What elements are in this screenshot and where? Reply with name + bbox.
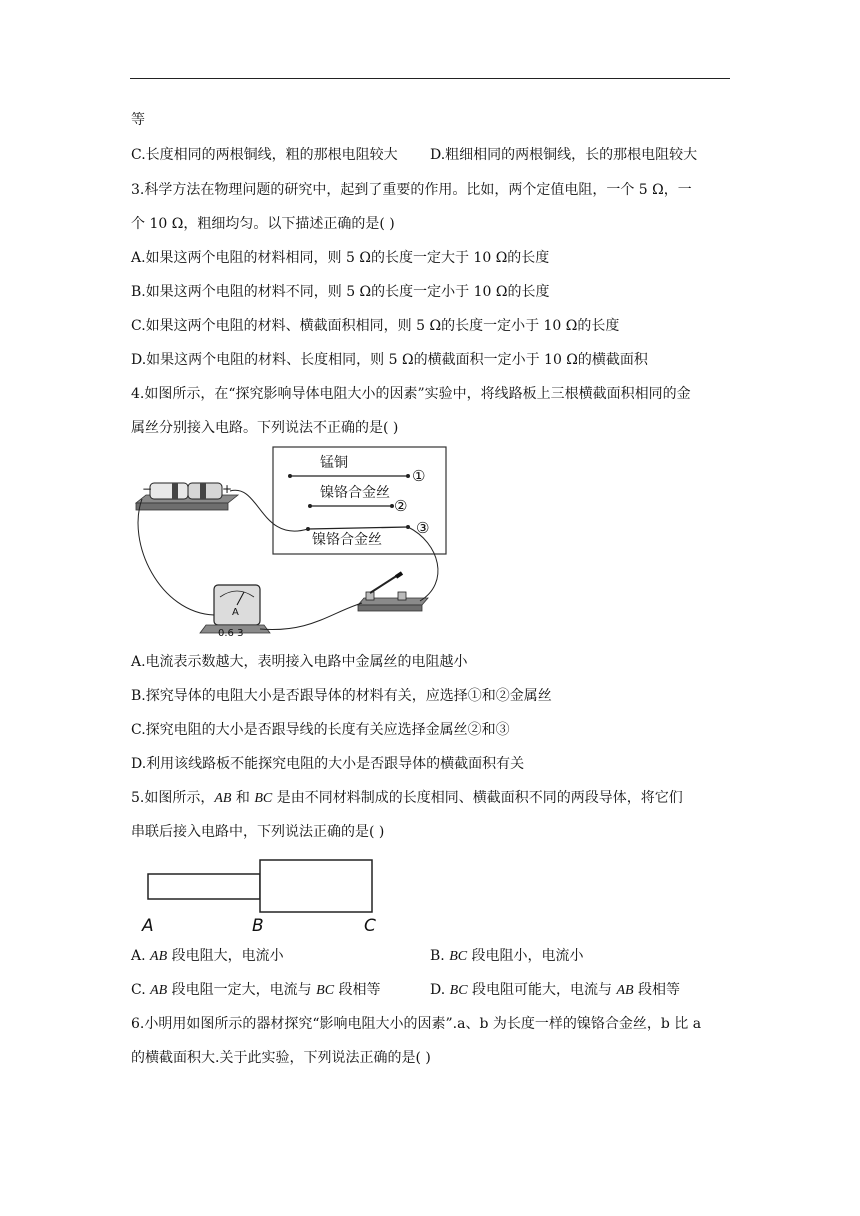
switch-post — [366, 592, 374, 600]
ammeter-terminals: 0.6 3 — [218, 628, 244, 639]
battery-plus-label: + — [222, 482, 233, 496]
q4-option-b: B.探究导体的电阻大小是否跟导体的材料有关，应选择①和②金属丝 — [131, 688, 552, 704]
text-line: 等 — [131, 112, 145, 128]
q4-circuit-figure — [130, 443, 460, 648]
wire-3-number: ③ — [416, 519, 430, 537]
var-bc: BC — [254, 791, 273, 806]
q5-option-d — [430, 980, 680, 1001]
var-ab: AB — [150, 949, 168, 964]
q4-option-d: D.利用该线路板不能探究电阻的大小是否跟导体的横截面积有关 — [131, 756, 525, 772]
battery-minus-label: − — [142, 482, 153, 496]
option-text: 段电阻可能大，电流与 — [467, 982, 617, 998]
circuit-svg — [130, 443, 460, 648]
terminal — [288, 474, 292, 478]
wire-3-label: 镍铬合金丝 — [312, 532, 382, 548]
conductor-svg — [138, 852, 388, 938]
option-text: 段电阻大，电流小 — [167, 948, 284, 964]
q3-stem-2: 个 10 Ω，粗细均匀。以下描述正确的是( ) — [131, 216, 395, 232]
var-ab: AB — [616, 983, 634, 998]
option-prefix: C. — [131, 982, 151, 998]
q5-text: 是由不同材料制成的长度相同、横截面积不同的两段导体，将它们 — [272, 790, 683, 806]
q6-stem-2: 的横截面积大.关于此实验，下列说法正确的是( ) — [131, 1050, 431, 1066]
var-bc: BC — [449, 983, 468, 998]
option-text: 段电阻小，电流小 — [467, 948, 584, 964]
wire-2-number: ② — [394, 497, 408, 515]
switch-lever — [370, 575, 398, 593]
option-text: 段电阻一定大，电流与 — [167, 982, 317, 998]
battery-band — [200, 483, 206, 499]
q2-option-c: C.长度相同的两根铜线，粗的那根电阻较大 — [131, 147, 398, 163]
q4-stem-2: 属丝分别接入电路。下列说法不正确的是( ) — [131, 420, 399, 436]
conductor-bc — [260, 860, 372, 912]
terminal — [406, 474, 410, 478]
q5-text: 和 — [231, 790, 255, 806]
switch-base-front — [358, 605, 422, 611]
point-b-label: B — [252, 916, 264, 936]
q5-option-a — [131, 946, 284, 967]
switch-post — [398, 592, 406, 600]
q5-stem-1 — [131, 788, 683, 809]
point-a-label: A — [142, 916, 154, 936]
q3-stem-1: 3.科学方法在物理问题的研究中，起到了重要的作用。比如，两个定值电阻，一个 5 Ω，一 — [131, 182, 692, 198]
var-bc: BC — [449, 949, 468, 964]
q3-option-d: D.如果这两个电阻的材料、长度相同，则 5 Ω的横截面积一定小于 10 Ω的横截面积 — [131, 352, 648, 368]
terminal — [308, 504, 312, 508]
q4-option-c: C.探究电阻的大小是否跟导线的长度有关应选择金属丝②和③ — [131, 722, 510, 738]
switch-handle — [396, 573, 402, 577]
q3-option-b: B.如果这两个电阻的材料不同，则 5 Ω的长度一定小于 10 Ω的长度 — [131, 284, 550, 300]
option-text: 段相等 — [334, 982, 381, 998]
ammeter-label: A — [232, 607, 239, 618]
battery-band — [172, 483, 178, 499]
option-prefix: A. — [131, 948, 151, 964]
var-ab: AB — [214, 791, 232, 806]
q2-option-d: D.粗细相同的两根铜线，长的那根电阻较大 — [430, 147, 698, 163]
q5-text: 5.如图所示， — [131, 790, 215, 806]
wire-1-number: ① — [412, 467, 426, 485]
q5-option-b — [430, 946, 584, 967]
q6-stem-1: 6.小明用如图所示的器材探究“影响电阻大小的因素”.a、b 为长度一样的镍铬合金丝，b 比 a — [131, 1016, 702, 1032]
battery-cell — [150, 483, 188, 499]
option-text: 段相等 — [633, 982, 680, 998]
battery-base-front — [136, 503, 228, 510]
q5-conductor-figure — [138, 852, 388, 938]
wire-battery-to-ammeter — [138, 499, 214, 615]
q5-option-c — [131, 980, 380, 1001]
header-rule — [130, 78, 730, 79]
option-prefix: B. — [430, 948, 450, 964]
var-bc: BC — [316, 983, 335, 998]
conductor-ab — [148, 874, 260, 899]
option-prefix: D. — [430, 982, 450, 998]
wire-ammeter-to-switch — [260, 603, 362, 630]
q4-stem-1: 4.如图所示，在“探究影响导体电阻大小的因素”实验中，将线路板上三根横截面积相同的金 — [131, 386, 691, 402]
q4-option-a: A.电流表示数越大，表明接入电路中金属丝的电阻越小 — [131, 654, 468, 670]
q3-option-c: C.如果这两个电阻的材料、横截面积相同，则 5 Ω的长度一定小于 10 Ω的长度 — [131, 318, 620, 334]
wire-1-label: 锰铜 — [320, 455, 348, 471]
q5-stem-2: 串联后接入电路中，下列说法正确的是( ) — [131, 824, 385, 840]
point-c-label: C — [364, 916, 376, 936]
wire-2-label: 镍铬合金丝 — [320, 485, 390, 501]
var-ab: AB — [150, 983, 168, 998]
q3-option-a: A.如果这两个电阻的材料相同，则 5 Ω的长度一定大于 10 Ω的长度 — [131, 250, 550, 266]
